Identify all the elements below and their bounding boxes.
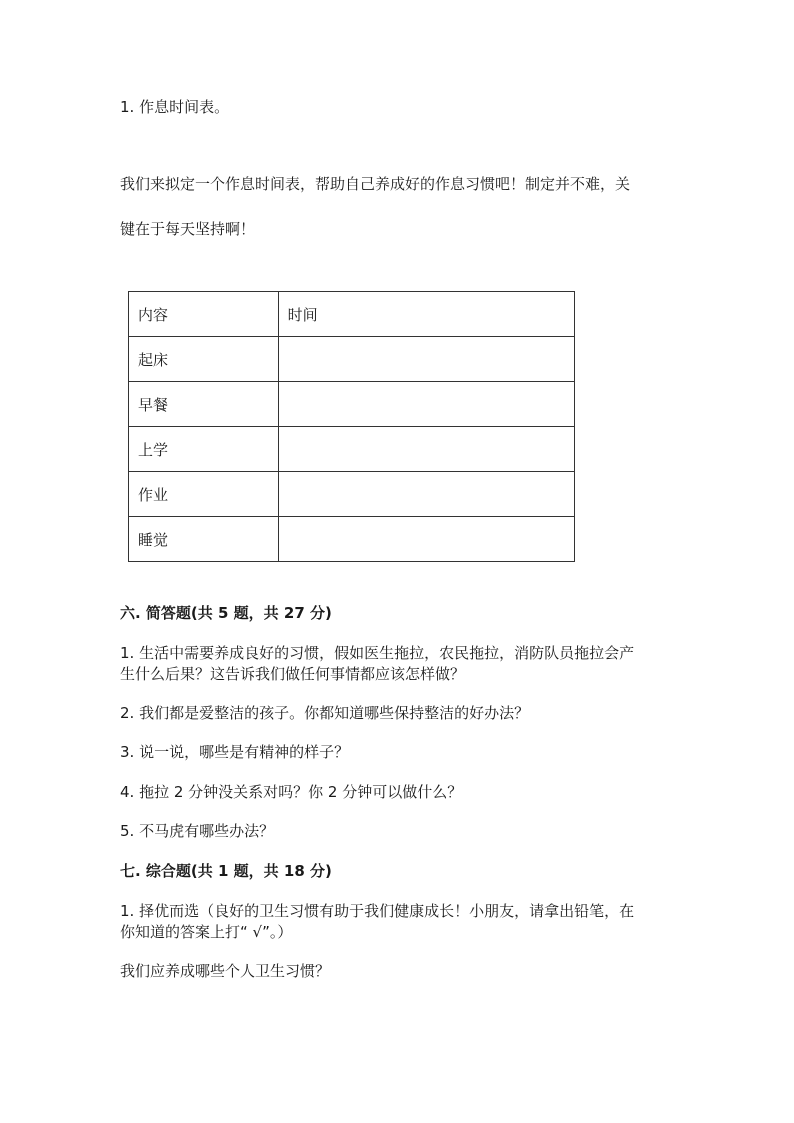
table-cell-activity: 起床: [129, 337, 279, 382]
intro-text-line-2: 键在于每天坚持啊！: [120, 220, 256, 238]
question-text: 生什么后果？这告诉我们做任何事情都应该怎样做？: [120, 665, 466, 683]
table-cell-time[interactable]: [278, 337, 574, 382]
table-row: [129, 382, 575, 427]
question-text: 1. 生活中需要养成良好的习惯，假如医生拖拉，农民拖拉，消防队员拖拉会产: [120, 644, 635, 662]
section-heading: 六. 简答题(共 5 题，共 27 分): [120, 604, 332, 622]
section-heading: 七. 综合题(共 1 题，共 18 分): [120, 862, 332, 880]
table-row: [129, 427, 575, 472]
question-text: 4. 拖拉 2 分钟没关系对吗？你 2 分钟可以做什么？: [120, 783, 463, 801]
table-cell-time[interactable]: [278, 517, 574, 562]
question-text: 3. 说一说，哪些是有精神的样子？: [120, 743, 350, 761]
table-header-row: [129, 292, 575, 337]
table-cell-time[interactable]: [278, 472, 574, 517]
table-cell-time[interactable]: [278, 427, 574, 472]
table-cell-activity: 上学: [129, 427, 279, 472]
table-row: [129, 337, 575, 382]
table-row: [129, 472, 575, 517]
table-cell-time[interactable]: [278, 382, 574, 427]
question-text: 2. 我们都是爱整洁的孩子。你都知道哪些保持整洁的好办法？: [120, 704, 530, 722]
question-prompt: 我们应养成哪些个人卫生习惯？: [120, 962, 331, 980]
schedule-table: [128, 291, 575, 562]
question-text: 5. 不马虎有哪些办法？: [120, 822, 275, 840]
table-header-cell: 内容: [129, 292, 279, 337]
table-cell-activity: 早餐: [129, 382, 279, 427]
table-row: [129, 517, 575, 562]
question-text: 你知道的答案上打“ √”。）: [120, 923, 293, 941]
question-text: 1. 择优而选（良好的卫生习惯有助于我们健康成长！小朋友，请拿出铅笔，在: [120, 902, 635, 920]
table-cell-activity: 睡觉: [129, 517, 279, 562]
intro-text-line-1: 我们来拟定一个作息时间表，帮助自己养成好的作息习惯吧！制定并不难，关: [120, 175, 631, 193]
table-cell-activity: 作业: [129, 472, 279, 517]
table-header-cell: 时间: [278, 292, 574, 337]
question-title: 1. 作息时间表。: [120, 98, 230, 116]
